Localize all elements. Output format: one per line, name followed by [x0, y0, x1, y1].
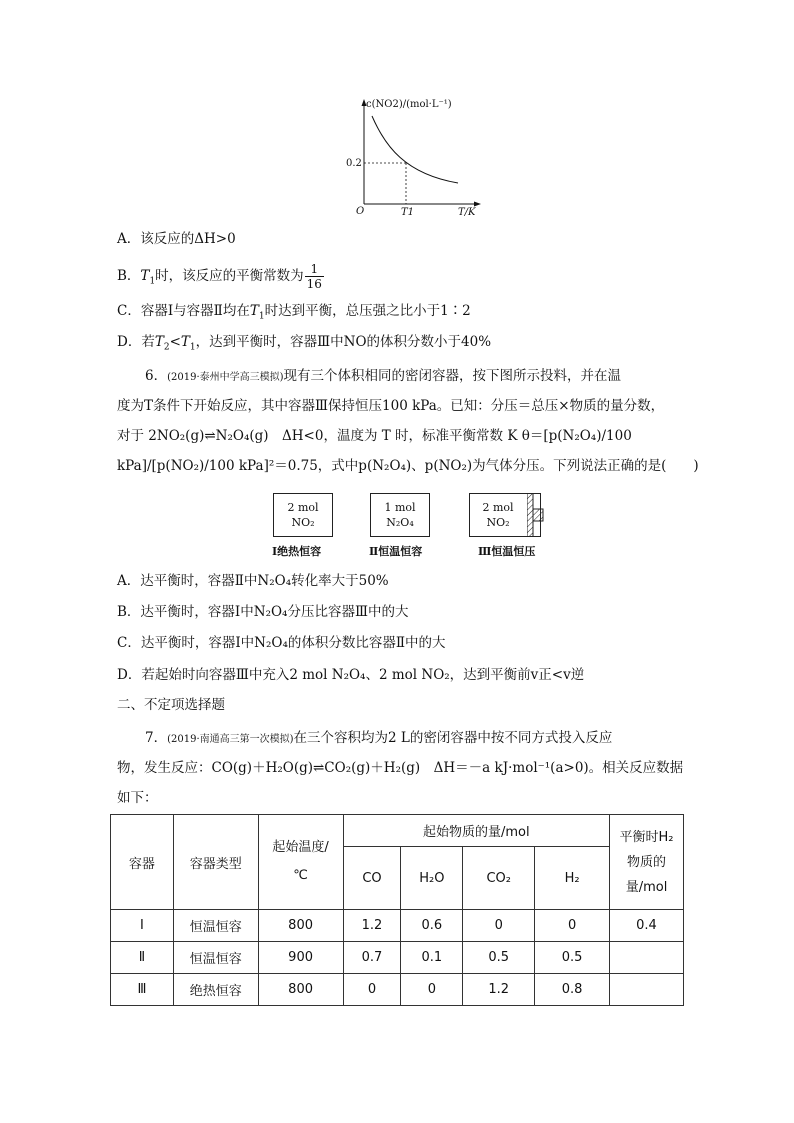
cell-temp: 900	[258, 942, 343, 974]
container-2-amount: 1 mol	[384, 501, 416, 514]
cell-temp: 800	[258, 910, 343, 942]
q5-option-d: D．若$T_2<T_1$，达到平衡时，容器Ⅲ中NO的体积分数小于40%	[117, 334, 492, 353]
q6-option-d: D．若起始时向容器Ⅲ中充入2 mol N₂O₄、2 mol NO₂，达到平衡前v正<v逆	[117, 667, 585, 683]
q7-stem	[117, 723, 683, 755]
cell-id: Ⅰ	[111, 910, 174, 942]
cell-type: 恒温恒容	[173, 910, 258, 942]
q6-stem	[117, 361, 683, 393]
cell-id: Ⅲ	[111, 974, 174, 1006]
cell-h2: 0.5	[535, 942, 610, 974]
table-row	[111, 974, 684, 1006]
header-container: 容器	[111, 815, 174, 910]
cell-co2: 0.5	[463, 942, 535, 974]
cell-type: 绝热恒容	[173, 974, 258, 1006]
header-co: CO	[343, 847, 401, 910]
q5-b-text: 时，该反应的平衡常数为	[155, 268, 304, 284]
container-1	[273, 493, 333, 537]
cell-h2o: 0.1	[401, 942, 463, 974]
table-row	[111, 910, 684, 942]
cell-co: 1.2	[343, 910, 401, 942]
container-2-label: Ⅱ恒温恒容	[369, 545, 423, 558]
container-2-species: N₂O₄	[386, 516, 414, 529]
x-tick-label: T1	[401, 207, 415, 218]
container-3-species: NO₂	[486, 516, 510, 529]
header-co2: CO₂	[463, 847, 535, 910]
x-axis-label: T/K	[458, 207, 476, 218]
cell-co2: 1.2	[463, 974, 535, 1006]
q6-line2: 度为T条件下开始反应，其中容器Ⅲ保持恒压100 kPa。已知：分压＝总压×物质的量分数，	[117, 398, 665, 414]
reaction-data-table	[110, 814, 684, 1006]
q5-d-mid: ，达到平衡时，容器Ⅲ中NO的体积分数小于40%	[195, 334, 492, 350]
cell-h2o: 0	[401, 974, 463, 1006]
cell-h2: 0.8	[535, 974, 610, 1006]
header-type: 容器类型	[173, 815, 258, 910]
cell-co: 0	[343, 974, 401, 1006]
cell-h2o: 0.6	[401, 910, 463, 942]
header-temp: 起始温度/℃	[258, 815, 343, 910]
y-tick-label: 0.2	[346, 158, 362, 169]
q6-number: 6．	[145, 368, 168, 384]
fraction-numerator: 1	[305, 262, 324, 277]
container-1-label: Ⅰ绝热恒容	[272, 545, 322, 558]
header-h2o: H₂O	[401, 847, 463, 910]
cell-eq: 0.4	[610, 910, 684, 942]
c-no2-curve	[372, 116, 458, 183]
q5-option-a: A．该反应的ΔH>0	[117, 231, 236, 247]
section-heading: 二、不定项选择题	[117, 697, 225, 713]
cell-co: 0.7	[343, 942, 401, 974]
fraction-denominator: 16	[306, 277, 322, 291]
cell-eq	[610, 974, 684, 1006]
cell-temp: 800	[258, 974, 343, 1006]
q7-line3: 如下：	[117, 790, 158, 806]
cell-id: Ⅱ	[111, 942, 174, 974]
cell-co2: 0	[463, 910, 535, 942]
container-2	[370, 493, 430, 537]
container-1-amount: 2 mol	[287, 501, 319, 514]
table-row	[111, 942, 684, 974]
q6-line1: 现有三个体积相同的密闭容器，按下图所示投料，并在温	[283, 368, 622, 384]
q7-number: 7．	[145, 730, 168, 746]
q5-c-mid: 时达到平衡，总压强之比小于1∶2	[264, 303, 471, 319]
q5-option-c: C．容器Ⅰ与容器Ⅱ均在$T_1$时达到平衡，总压强之比小于1∶2	[117, 303, 471, 322]
piston-icon	[527, 493, 547, 537]
container-3-label: Ⅲ恒温恒压	[478, 545, 536, 558]
origin-label: O	[356, 206, 365, 217]
fraction-1-16	[305, 262, 324, 291]
x-axis-arrow	[474, 202, 481, 207]
q5-d-prefix: D．若	[117, 334, 155, 350]
q5-c-prefix: C．容器Ⅰ与容器Ⅱ均在	[117, 303, 250, 319]
header-start-amount: 起始物质的量/mol	[343, 815, 609, 847]
cell-eq	[610, 942, 684, 974]
concentration-temperature-graph	[330, 96, 490, 220]
cell-type: 恒温恒容	[173, 942, 258, 974]
q7-source: (2019·南通高三第一次模拟)	[167, 734, 294, 745]
header-h2: H₂	[535, 847, 610, 910]
q6-option-b: B．达平衡时，容器Ⅰ中N₂O₄分压比容器Ⅲ中的大	[117, 604, 409, 620]
q7-line2: 物，发生反应：CO(g)＋H₂O(g)⇌CO₂(g)＋H₂(g) ΔH＝－a kJ·mol⁻¹(a>0)。相关反应数据	[117, 760, 684, 776]
container-3-amount: 2 mol	[482, 501, 514, 514]
cell-h2: 0	[535, 910, 610, 942]
q6-option-c: C．达平衡时，容器Ⅰ中N₂O₄的体积分数比容器Ⅱ中的大	[117, 635, 446, 651]
q6-line3: 对于 2NO₂(g)⇌N₂O₄(g) ΔH<0，温度为 T 时，标准平衡常数 K θ＝[p(N₂O₄)/100	[117, 428, 632, 444]
container-1-species: NO₂	[291, 516, 315, 529]
y-axis-label: c(NO2)/(mol·L⁻¹)	[366, 99, 452, 110]
q5-option-b: B．$T_1$时，该反应的平衡常数为 $\frac{1}{16}$	[117, 262, 322, 291]
q6-line4: kPa]/[p(NO₂)/100 kPa]²＝0.75，式中p(N₂O₄)、p(NO₂)为气体分压。下列说法正确的是( )	[117, 458, 699, 474]
header-equilibrium: 平衡时H₂物质的量/mol	[610, 815, 684, 910]
q6-option-a: A．达平衡时，容器Ⅱ中N₂O₄转化率大于50%	[117, 573, 389, 589]
q6-source: (2019·泰州中学高三模拟)	[167, 372, 284, 383]
q5-b-prefix: B．	[117, 268, 141, 284]
q7-line1: 在三个容积均为2 L的密闭容器中按不同方式投入反应	[293, 730, 613, 746]
